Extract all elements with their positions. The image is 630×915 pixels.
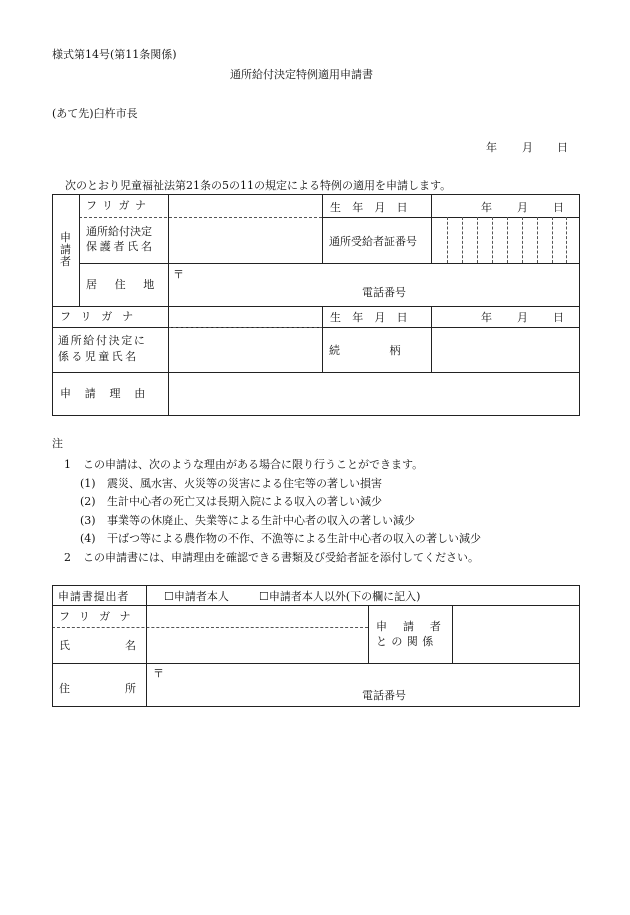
note-item-number: (2) (80, 495, 96, 508)
note-2-number: 2 (64, 551, 71, 564)
date-year: 年 (486, 141, 497, 154)
submitter-phone-label: 電話番号 (362, 689, 406, 702)
notes-heading: 注 (52, 437, 63, 450)
note-item-number: (1) (80, 477, 96, 490)
phone-label: 電話番号 (362, 286, 406, 299)
note-item-text: 震災、風水害、火災等の災害による住宅等の著しい損害 (107, 477, 382, 490)
reason-label: 申請理由 (60, 387, 159, 400)
applicant-birth-label: 生 年 月 日 (330, 201, 412, 214)
child-label-1: 通所給付決定に (58, 334, 147, 347)
form-number: 様式第14号(第11条関係) (52, 48, 177, 61)
guardian-label-2: 保護者氏名 (86, 240, 155, 253)
submitter-address-label: 住所 (59, 682, 191, 695)
applicant-furigana-label: フリガナ (86, 199, 152, 212)
postal-mark: 〒 (173, 268, 184, 281)
page-title: 通所給付決定特例適用申請書 (230, 68, 373, 81)
child-furigana-label: フリガナ (60, 310, 144, 323)
note-item-text: 事業等の休廃止、失業等による生計中心者の収入の著しい減少 (107, 514, 415, 527)
addressee: (あて先)臼杵市長 (52, 107, 138, 120)
child-birth-month: 月 (517, 311, 528, 324)
note-item-number: (3) (80, 514, 96, 527)
submitter-name-label: 氏名 (59, 639, 191, 652)
note-1-number: 1 (64, 458, 71, 471)
applicant-birth-day: 日 (553, 201, 564, 214)
guardian-label-1: 通所給付決定 (86, 225, 152, 238)
child-birth-year: 年 (481, 311, 492, 324)
note-2-text: この申請書には、申請理由を確認できる書類及び受給者証を添付してください。 (83, 551, 479, 564)
relation-label: 続柄 (329, 344, 450, 357)
certificate-number-label: 通所受給者証番号 (329, 235, 417, 248)
submitter-postal-mark: 〒 (153, 667, 164, 680)
submitter-option-self[interactable]: ☐申請者本人 (164, 590, 229, 603)
date-month: 月 (522, 141, 533, 154)
submitter-furigana-label: フリガナ (59, 610, 140, 623)
applicant-birth-month: 月 (517, 201, 528, 214)
note-item-text: 生計中心者の死亡又は長期入院による収入の著しい減少 (107, 495, 382, 508)
applicant-group-label: 申請者 (60, 231, 71, 268)
submitter-label: 申請書提出者 (58, 590, 130, 603)
applicant-birth-year: 年 (481, 201, 492, 214)
address-label: 居住地 (86, 278, 172, 291)
intro-text: 次のとおり児童福祉法第21条の5の11の規定による特例の適用を申請します。 (65, 179, 452, 192)
child-birth-label: 生 年 月 日 (330, 311, 412, 324)
date-day: 日 (557, 141, 568, 154)
note-item-text: 干ばつ等による農作物の不作、不漁等による生計中心者の収入の著しい減少 (107, 532, 481, 545)
child-label-2: 係る児童氏名 (58, 350, 139, 363)
relation-label-2: との関係 (376, 635, 438, 648)
note-1-text: この申請は、次のような理由がある場合に限り行うことができます。 (83, 458, 424, 471)
child-birth-day: 日 (553, 311, 564, 324)
relation-label-1: 申請者 (376, 620, 457, 633)
submitter-option-other[interactable]: ☐申請者本人以外(下の欄に記入) (259, 590, 421, 603)
note-item-number: (4) (80, 532, 96, 545)
